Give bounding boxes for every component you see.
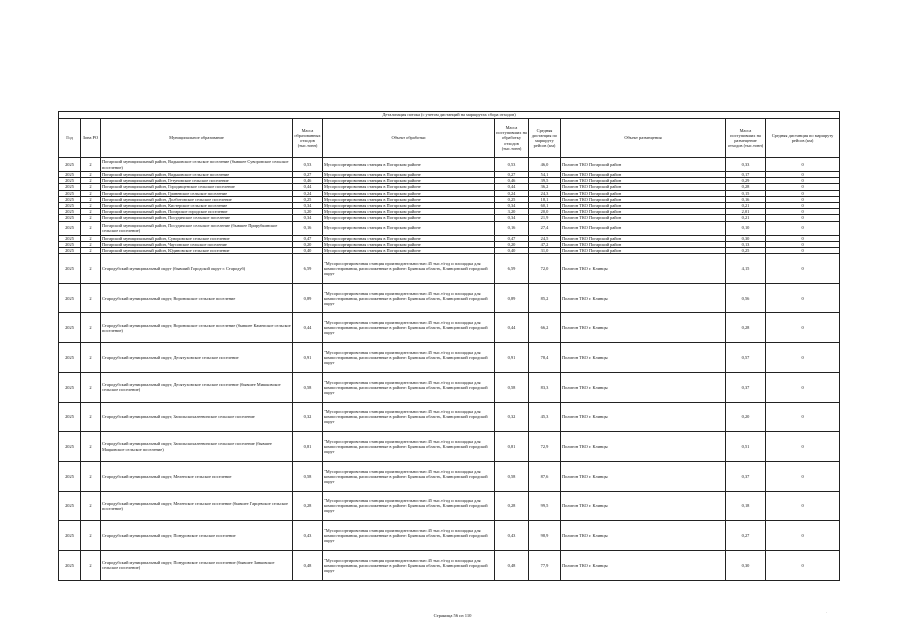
cell-disposal-object: Полигон ТКО г. Клинцы (561, 343, 726, 373)
cell-mass-disposed: 0,21 (726, 215, 766, 221)
cell-municipality: Стародубский муниципальный округ (бывший Городской округ г. Стародуб) (101, 254, 293, 284)
cell-mass-disposed: 0,25 (726, 247, 766, 253)
cell-distance-processing: 45,3 (529, 402, 561, 432)
cell-municipality: Стародубский муниципальный округ, Меленское сельское поселение (101, 461, 293, 491)
cell-mass-disposed: 0,17 (726, 172, 766, 178)
cell-year: 2025 (59, 550, 81, 580)
cell-distance-disposal: 0 (766, 190, 840, 196)
flow-detail-table (58, 111, 840, 581)
cell-distance-disposal: 0 (766, 247, 840, 253)
cell-processing-object: "Мусоросортировочная станция производительностью 45 тыс.т/год и площадка для компостирования, расположенные в районе: Брянская область, Клинцовский городской округ (323, 254, 495, 284)
cell-mass-generated: 0,40 (293, 247, 323, 253)
cell-processing-object: "Мусоросортировочная станция производительностью 45 тыс.т/год и площадка для компостирования, расположенные в районе: Брянская область, Клинцовский городской округ (323, 461, 495, 491)
cell-processing-object: "Мусоросортировочная станция производительностью 45 тыс.т/год и площадка для компостирования, расположенные в районе: Брянская область, Клинцовский городской округ (323, 402, 495, 432)
cell-distance-processing: 78,4 (529, 343, 561, 373)
cell-processing-object: Мусоросортировочная станция в Погарском районе (323, 221, 495, 235)
cell-distance-disposal: 0 (766, 402, 840, 432)
cell-mass-processed: 0,28 (495, 491, 529, 521)
cell-distance-processing: 87,6 (529, 461, 561, 491)
cell-disposal-object: Полигон ТКО г. Клинцы (561, 521, 726, 551)
cell-mass-disposed: 0,18 (726, 491, 766, 521)
cell-mass-disposed: 0,16 (726, 196, 766, 202)
cell-mass-generated: 0,91 (293, 343, 323, 373)
cell-processing-object: Мусоросортировочная станция в Погарском районе (323, 235, 495, 241)
cell-municipality: Погарский муниципальный район, Вадьковское сельское поселение (бывшее Суворовское сельское поселение) (101, 158, 293, 172)
cell-disposal-object: Полигон ТКО г. Клинцы (561, 254, 726, 284)
cell-municipality: Стародубский муниципальный округ, Запольскохалеевичское сельское поселение (101, 402, 293, 432)
cell-mass-processed: 0,48 (495, 550, 529, 580)
cell-zone: 2 (81, 313, 101, 343)
cell-year: 2025 (59, 158, 81, 172)
cell-municipality: Стародубский муниципальный округ, Воронокское сельское поселение (101, 283, 293, 313)
cell-mass-generated: 0,16 (293, 221, 323, 235)
cell-mass-generated: 3,20 (293, 209, 323, 215)
cell-mass-generated: 6,59 (293, 254, 323, 284)
table-row (59, 491, 840, 521)
cell-distance-disposal: 0 (766, 313, 840, 343)
cell-zone: 2 (81, 235, 101, 241)
cell-mass-processed: 0,20 (495, 241, 529, 247)
cell-processing-object: "Мусоросортировочная станция производительностью 45 тыс.т/год и площадка для компостирования, расположенные в районе: Брянская область, Клинцовский городской округ (323, 491, 495, 521)
cell-distance-processing: 21,9 (529, 215, 561, 221)
cell-zone: 2 (81, 283, 101, 313)
cell-disposal-object: Полигон ТКО г. Клинцы (561, 372, 726, 402)
cell-distance-processing: 60,1 (529, 202, 561, 208)
cell-distance-processing: 24,5 (529, 235, 561, 241)
cell-year: 2025 (59, 221, 81, 235)
cell-mass-generated: 0,44 (293, 313, 323, 343)
cell-processing-object: Мусоросортировочная станция в Погарском районе (323, 196, 495, 202)
cell-zone: 2 (81, 241, 101, 247)
cell-mass-generated: 0,28 (293, 491, 323, 521)
cell-mass-processed: 0,58 (495, 461, 529, 491)
cell-mass-processed: 0,53 (495, 158, 529, 172)
cell-mass-processed: 0,16 (495, 221, 529, 235)
cell-mass-disposed: 4,15 (726, 254, 766, 284)
cell-disposal-object: Полигон ТКО Погарский район (561, 196, 726, 202)
cell-zone: 2 (81, 215, 101, 221)
table-row (59, 372, 840, 402)
cell-zone: 2 (81, 202, 101, 208)
table-row (59, 283, 840, 313)
cell-mass-generated: 0,47 (293, 235, 323, 241)
cell-mass-disposed: 0,37 (726, 372, 766, 402)
cell-distance-disposal: 0 (766, 461, 840, 491)
cell-mass-disposed: 0,57 (726, 343, 766, 373)
table-row (59, 343, 840, 373)
cell-municipality: Погарский муниципальный район, Долботовское сельское поселение (101, 196, 293, 202)
cell-mass-generated: 0,32 (293, 402, 323, 432)
cell-mass-disposed: 0,28 (726, 184, 766, 190)
cell-year: 2025 (59, 283, 81, 313)
cell-distance-disposal: 0 (766, 550, 840, 580)
cell-distance-disposal: 0 (766, 432, 840, 462)
cell-zone: 2 (81, 343, 101, 373)
table-row (59, 432, 840, 462)
cell-mass-generated: 0,34 (293, 202, 323, 208)
cell-year: 2025 (59, 343, 81, 373)
cell-mass-disposed: 0,10 (726, 221, 766, 235)
cell-distance-processing: 72,9 (529, 432, 561, 462)
table-row (59, 313, 840, 343)
cell-year: 2025 (59, 172, 81, 178)
cell-mass-processed: 6,59 (495, 254, 529, 284)
table-body (59, 158, 840, 581)
cell-zone: 2 (81, 461, 101, 491)
table-row (59, 221, 840, 235)
cell-processing-object: Мусоросортировочная станция в Погарском районе (323, 215, 495, 221)
cell-disposal-object: Полигон ТКО г. Клинцы (561, 432, 726, 462)
cell-municipality: Погарский муниципальный район, Городищенское сельское поселение (101, 184, 293, 190)
cell-mass-disposed: 0,56 (726, 283, 766, 313)
cell-distance-processing: 24,3 (529, 190, 561, 196)
header-mass-disposed: Масса поступивших на размещение отходов (тыс.тонн) (726, 119, 766, 158)
page-number: Страница 56 из 110 (433, 613, 472, 618)
cell-mass-generated: 0,24 (293, 190, 323, 196)
cell-processing-object: Мусоросортировочная станция в Погарском районе (323, 172, 495, 178)
table-row (59, 550, 840, 580)
cell-processing-object: "Мусоросортировочная станция производительностью 45 тыс.т/год и площадка для компостирования, расположенные в районе: Брянская область, Клинцовский городской округ (323, 372, 495, 402)
cell-mass-processed: 0,34 (495, 215, 529, 221)
cell-mass-generated: 0,25 (293, 196, 323, 202)
cell-distance-processing: 99,5 (529, 491, 561, 521)
table-row (59, 521, 840, 551)
header-year: Год (59, 119, 81, 158)
cell-zone: 2 (81, 402, 101, 432)
cell-mass-disposed: 0,30 (726, 550, 766, 580)
cell-processing-object: Мусоросортировочная станция в Погарском районе (323, 158, 495, 172)
cell-year: 2025 (59, 178, 81, 184)
cell-distance-processing: 47,2 (529, 241, 561, 247)
cell-municipality: Стародубский муниципальный округ, Меленское сельское поселение (бывшее Гарцевское сельское поселение) (101, 491, 293, 521)
cell-mass-generated: 0,89 (293, 283, 323, 313)
cell-year: 2025 (59, 215, 81, 221)
cell-year: 2025 (59, 235, 81, 241)
cell-distance-disposal: 0 (766, 254, 840, 284)
cell-municipality: Погарский муниципальный район, Погарское городское поселение (101, 209, 293, 215)
cell-disposal-object: Полигон ТКО Погарский район (561, 202, 726, 208)
cell-zone: 2 (81, 196, 101, 202)
cell-disposal-object: Полигон ТКО г. Клинцы (561, 491, 726, 521)
cell-mass-processed: 0,89 (495, 283, 529, 313)
cell-mass-generated: 0,27 (293, 172, 323, 178)
cell-disposal-object: Полигон ТКО г. Клинцы (561, 313, 726, 343)
header-mass-processed: Масса поступивших на обработку отходов (тыс.тонн) (495, 119, 529, 158)
cell-processing-object: "Мусоросортировочная станция производительностью 45 тыс.т/год и площадка для компостирования, расположенные в районе: Брянская область, Клинцовский городской округ (323, 550, 495, 580)
cell-municipality: Стародубский муниципальный округ, Понуровское сельское поселение (бывшее Занковское сельское поселение) (101, 550, 293, 580)
header-mass-generated: Масса образованных отходов (тыс.тонн) (293, 119, 323, 158)
cell-mass-processed: 0,32 (495, 402, 529, 432)
cell-disposal-object: Полигон ТКО г. Клинцы (561, 550, 726, 580)
cell-municipality: Погарский муниципальный район, Посудичское сельское поселение (101, 215, 293, 221)
cell-mass-processed: 0,43 (495, 521, 529, 551)
cell-municipality: Погарский муниципальный район, Юдиновское сельское поселение (101, 247, 293, 253)
cell-zone: 2 (81, 432, 101, 462)
cell-disposal-object: Полигон ТКО Погарский район (561, 158, 726, 172)
cell-mass-disposed: 0,29 (726, 178, 766, 184)
cell-distance-disposal: 0 (766, 178, 840, 184)
cell-disposal-object: Полигон ТКО г. Клинцы (561, 402, 726, 432)
cell-disposal-object: Полигон ТКО Погарский район (561, 247, 726, 253)
cell-municipality: Погарский муниципальный район, Кистерское сельское поселение (101, 202, 293, 208)
cell-year: 2025 (59, 313, 81, 343)
cell-year: 2025 (59, 372, 81, 402)
cell-zone: 2 (81, 247, 101, 253)
table-row (59, 461, 840, 491)
cell-disposal-object: Полигон ТКО Погарский район (561, 190, 726, 196)
cell-disposal-object: Полигон ТКО Погарский район (561, 221, 726, 235)
cell-mass-generated: 0,81 (293, 432, 323, 462)
cell-year: 2025 (59, 209, 81, 215)
cell-processing-object: Мусоросортировочная станция в Погарском районе (323, 190, 495, 196)
cell-zone: 2 (81, 550, 101, 580)
header-distance-processing: Средняя дистанция по маршруту рейсов (км) (529, 119, 561, 158)
data-sheet (58, 111, 839, 581)
header-disposal-object: Объект размещения (561, 119, 726, 158)
cell-zone: 2 (81, 172, 101, 178)
cell-distance-disposal: 0 (766, 209, 840, 215)
cell-mass-generated: 0,58 (293, 372, 323, 402)
cell-distance-disposal: 0 (766, 202, 840, 208)
cell-zone: 2 (81, 190, 101, 196)
cell-processing-object: "Мусоросортировочная станция производительностью 45 тыс.т/год и площадка для компостирования, расположенные в районе: Брянская область, Клинцовский городской округ (323, 343, 495, 373)
cell-mass-generated: 0,43 (293, 521, 323, 551)
cell-municipality: Погарский муниципальный район, Суворовское сельское поселение (101, 235, 293, 241)
cell-mass-generated: 0,46 (293, 178, 323, 184)
cell-mass-disposed: 0,33 (726, 158, 766, 172)
cell-disposal-object: Полигон ТКО Погарский район (561, 184, 726, 190)
cell-municipality: Погарский муниципальный район, Гетуновское сельское поселение (101, 178, 293, 184)
table-row (59, 402, 840, 432)
cell-disposal-object: Полигон ТКО Погарский район (561, 178, 726, 184)
header-municipality: Муниципальное образование (101, 119, 293, 158)
cell-mass-disposed: 0,37 (726, 461, 766, 491)
cell-distance-processing: 72,0 (529, 254, 561, 284)
cell-distance-disposal: 0 (766, 343, 840, 373)
cell-distance-disposal: 0 (766, 241, 840, 247)
cell-distance-processing: 77,9 (529, 550, 561, 580)
cell-distance-disposal: 0 (766, 158, 840, 172)
scan-mark: · (826, 610, 828, 615)
cell-disposal-object: Полигон ТКО Погарский район (561, 172, 726, 178)
cell-mass-disposed: 0,21 (726, 202, 766, 208)
cell-mass-processed: 0,46 (495, 178, 529, 184)
cell-distance-processing: 83,3 (529, 372, 561, 402)
cell-processing-object: Мусоросортировочная станция в Погарском районе (323, 178, 495, 184)
cell-mass-processed: 0,27 (495, 172, 529, 178)
cell-mass-generated: 0,34 (293, 215, 323, 221)
cell-mass-disposed: 0,15 (726, 190, 766, 196)
cell-disposal-object: Полигон ТКО Погарский район (561, 215, 726, 221)
cell-distance-disposal: 0 (766, 215, 840, 221)
cell-zone: 2 (81, 158, 101, 172)
cell-year: 2025 (59, 196, 81, 202)
cell-year: 2025 (59, 432, 81, 462)
cell-mass-disposed: 0,28 (726, 313, 766, 343)
cell-mass-processed: 0,24 (495, 190, 529, 196)
cell-mass-disposed: 0,27 (726, 521, 766, 551)
cell-distance-processing: 66,2 (529, 313, 561, 343)
cell-processing-object: Мусоросортировочная станция в Погарском районе (323, 247, 495, 253)
cell-processing-object: Мусоросортировочная станция в Погарском районе (323, 184, 495, 190)
cell-zone: 2 (81, 221, 101, 235)
cell-mass-disposed: 0,51 (726, 432, 766, 462)
cell-year: 2025 (59, 521, 81, 551)
header-processing-object: Объект обработки (323, 119, 495, 158)
cell-year: 2025 (59, 190, 81, 196)
cell-municipality: Стародубский муниципальный округ, Воронокское сельское поселение (бывшее Камепское сельское поселение) (101, 313, 293, 343)
cell-municipality: Погарский муниципальный район, Вадьковское сельское поселение (101, 172, 293, 178)
cell-mass-processed: 0,34 (495, 202, 529, 208)
cell-distance-processing: 31,0 (529, 247, 561, 253)
cell-year: 2025 (59, 491, 81, 521)
cell-mass-processed: 0,81 (495, 432, 529, 462)
cell-municipality: Стародубский муниципальный округ, Десятуховское сельское поселение (101, 343, 293, 373)
cell-processing-object: Мусоросортировочная станция в Погарском районе (323, 209, 495, 215)
cell-disposal-object: Полигон ТКО Погарский район (561, 235, 726, 241)
cell-mass-processed: 3,20 (495, 209, 529, 215)
cell-mass-disposed: 0,30 (726, 235, 766, 241)
header-zone: Зона РО (81, 119, 101, 158)
header-distance-disposal: Средняя дистанция по маршруту рейсов (км) (766, 119, 840, 158)
cell-distance-disposal: 0 (766, 491, 840, 521)
cell-mass-processed: 0,58 (495, 372, 529, 402)
cell-year: 2025 (59, 402, 81, 432)
cell-municipality: Погарский муниципальный район, Чаусовское сельское поселение (101, 241, 293, 247)
cell-distance-processing: 85,2 (529, 283, 561, 313)
cell-mass-generated: 0,58 (293, 461, 323, 491)
cell-mass-disposed: 0,13 (726, 241, 766, 247)
cell-disposal-object: Полигон ТКО г. Клинцы (561, 283, 726, 313)
cell-zone: 2 (81, 521, 101, 551)
cell-distance-disposal: 0 (766, 196, 840, 202)
cell-municipality: Стародубский муниципальный округ, Запольскохалеевичское сельское поселение (бывшее Мацковское сельское поселение) (101, 432, 293, 462)
cell-distance-processing: 18,1 (529, 196, 561, 202)
cell-processing-object: "Мусоросортировочная станция производительностью 45 тыс.т/год и площадка для компостирования, расположенные в районе: Брянская область, Клинцовский городской округ (323, 521, 495, 551)
table-caption: Детализация потока (с учетом дистанций на маршрутах сбора отходов) (59, 112, 840, 119)
cell-distance-disposal: 0 (766, 221, 840, 235)
cell-zone: 2 (81, 254, 101, 284)
cell-distance-processing: 39,5 (529, 178, 561, 184)
header-row (59, 119, 840, 158)
cell-processing-object: Мусоросортировочная станция в Погарском районе (323, 241, 495, 247)
cell-disposal-object: Полигон ТКО Погарский район (561, 241, 726, 247)
cell-disposal-object: Полигон ТКО Погарский район (561, 209, 726, 215)
cell-distance-disposal: 0 (766, 172, 840, 178)
cell-zone: 2 (81, 491, 101, 521)
cell-mass-generated: 0,53 (293, 158, 323, 172)
cell-processing-object: "Мусоросортировочная станция производительностью 45 тыс.т/год и площадка для компостирования, расположенные в районе: Брянская область, Клинцовский городской округ (323, 283, 495, 313)
cell-zone: 2 (81, 372, 101, 402)
cell-year: 2025 (59, 184, 81, 190)
cell-distance-processing: 20,0 (529, 209, 561, 215)
cell-municipality: Погарский муниципальный район, Посудичское сельское поселение (бывшее Прирубкинское сельское поселение) (101, 221, 293, 235)
cell-mass-generated: 0,48 (293, 550, 323, 580)
cell-mass-processed: 0,44 (495, 313, 529, 343)
cell-distance-disposal: 0 (766, 235, 840, 241)
cell-year: 2025 (59, 247, 81, 253)
cell-mass-generated: 0,44 (293, 184, 323, 190)
cell-municipality: Погарский муниципальный район, Гриневское сельское поселение (101, 190, 293, 196)
cell-mass-disposed: 2,01 (726, 209, 766, 215)
cell-mass-processed: 0,47 (495, 235, 529, 241)
cell-processing-object: "Мусоросортировочная станция производительностью 45 тыс.т/год и площадка для компостирования, расположенные в районе: Брянская область, Клинцовский городской округ (323, 432, 495, 462)
cell-distance-processing: 27,4 (529, 221, 561, 235)
cell-distance-disposal: 0 (766, 283, 840, 313)
cell-year: 2025 (59, 241, 81, 247)
cell-distance-disposal: 0 (766, 372, 840, 402)
cell-zone: 2 (81, 178, 101, 184)
cell-mass-processed: 0,44 (495, 184, 529, 190)
cell-processing-object: "Мусоросортировочная станция производительностью 45 тыс.т/год и площадка для компостирования, расположенные в районе: Брянская область, Клинцовский городской округ (323, 313, 495, 343)
cell-zone: 2 (81, 209, 101, 215)
cell-municipality: Стародубский муниципальный округ, Десятуховское сельское поселение (бывшее Мишковское сельское поселение) (101, 372, 293, 402)
cell-mass-processed: 0,91 (495, 343, 529, 373)
cell-distance-disposal: 0 (766, 184, 840, 190)
cell-processing-object: Мусоросортировочная станция в Погарском районе (323, 202, 495, 208)
cell-distance-processing: 46,0 (529, 158, 561, 172)
cell-distance-processing: 98,9 (529, 521, 561, 551)
cell-distance-processing: 36,2 (529, 184, 561, 190)
cell-year: 2025 (59, 461, 81, 491)
cell-zone: 2 (81, 184, 101, 190)
cell-distance-disposal: 0 (766, 521, 840, 551)
cell-year: 2025 (59, 202, 81, 208)
cell-mass-processed: 0,25 (495, 196, 529, 202)
cell-mass-generated: 0,20 (293, 241, 323, 247)
cell-disposal-object: Полигон ТКО г. Клинцы (561, 461, 726, 491)
cell-municipality: Стародубский муниципальный округ, Понуровское сельское поселение (101, 521, 293, 551)
table-row (59, 158, 840, 172)
table-row (59, 254, 840, 284)
cell-year: 2025 (59, 254, 81, 284)
cell-mass-processed: 0,40 (495, 247, 529, 253)
cell-mass-disposed: 0,20 (726, 402, 766, 432)
cell-distance-processing: 54,1 (529, 172, 561, 178)
